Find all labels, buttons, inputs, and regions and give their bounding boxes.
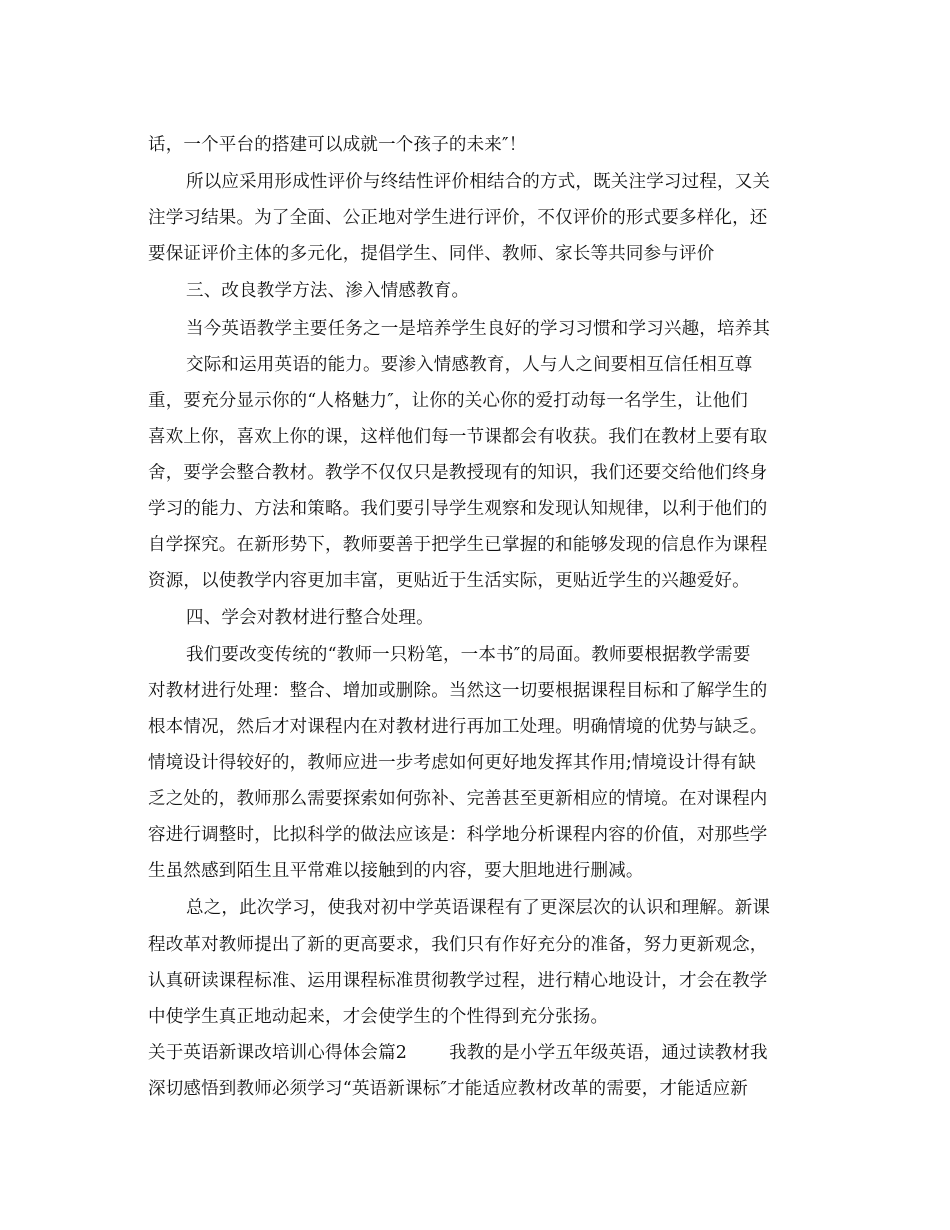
text-line: 舍，要学会整合教材。教学不仅仅只是教授现有的知识，我们还要交给他们终身 xyxy=(148,463,768,483)
text-line: 自学探究。在新形势下，教师要善于把学生已掌握的和能够发现的信息作为课程 xyxy=(148,535,768,555)
article-intro: 我教的是小学五年级英语，通过读教材我 xyxy=(449,1043,768,1063)
text-line: 中使学生真正地动起来，才会使学生的个性得到充分张扬。 xyxy=(148,1007,609,1027)
text-line: 所以应采用形成性评价与终结性评价相结合的方式，既关注学习过程，又关 xyxy=(186,172,771,192)
text-line: 对教材进行处理：整合、增加或删除。当然这一切要根据课程目标和了解学生的 xyxy=(148,681,768,701)
text-line: 容进行调整时，比拟科学的做法应该是：科学地分析课程内容的价值，对那些学 xyxy=(148,825,768,845)
text-line: 话，一个平台的搭建可以成就一个孩子的未来″！ xyxy=(148,135,527,155)
text-line: 交际和运用英语的能力。要渗入情感教育，人与人之间要相互信任相互尊 xyxy=(186,355,753,375)
text-line: 总之，此次学习，使我对初中学英语课程有了更深层次的认识和理解。新课 xyxy=(186,898,771,918)
text-line: 当今英语教学主要任务之一是培养学生良好的学习习惯和学习兴趣，培养其 xyxy=(186,319,771,339)
text-line: 重，要充分显示你的“人格魅力″，让你的关心你的爱打动每一名学生，让他们 xyxy=(148,391,748,411)
text-line: 我们要改变传统的“教师一只粉笔，一本书″的局面。教师要根据教学需要 xyxy=(186,645,751,665)
section-heading: 三、改良教学方法、渗入情感教育。 xyxy=(186,281,470,301)
text-line: 乏之处的，教师那么需要探索如何弥补、完善甚至更新相应的情境。在对课程内 xyxy=(148,789,768,809)
text-line: 根本情况，然后才对课程内在对教材进行再加工处理。明确情境的优势与缺乏。 xyxy=(148,717,768,737)
text-line: 注学习结果。为了全面、公正地对学生进行评价，不仅评价的形式要多样化，还 xyxy=(148,208,768,228)
article-title: 关于英语新课改培训心得体会篇2 xyxy=(148,1043,408,1063)
text-line: 要保证评价主体的多元化，提倡学生、同伴、教师、家长等共同参与评价 xyxy=(148,244,715,264)
text-line: 认真研读课程标准、运用课程标准贯彻教学过程，进行精心地设计，才会在教学 xyxy=(148,971,768,991)
text-line: 喜欢上你，喜欢上你的课，这样他们每一节课都会有收获。我们在教材上要有取 xyxy=(148,427,768,447)
text-line: 生虽然感到陌生且平常难以接触到的内容，要大胆地进行删减。 xyxy=(148,861,644,881)
text-line: 程改革对教师提出了新的更高要求，我们只有作好充分的准备，努力更新观念， xyxy=(148,935,768,955)
text-line: 学习的能力、方法和策略。我们要引导学生观察和发现认知规律，以利于他们的 xyxy=(148,499,768,519)
text-line: 资源，以使教学内容更加丰富，更贴近于生活实际，更贴近学生的兴趣爱好。 xyxy=(148,571,750,591)
section-heading: 四、学会对教材进行整合处理。 xyxy=(186,608,434,628)
text-line: 情境设计得较好的，教师应进一步考虑如何更好地发挥其作用;情境设计得有缺 xyxy=(148,753,756,773)
text-line: 深切感悟到教师必须学习“英语新课标″才能适应教材改革的需要，才能适应新 xyxy=(148,1079,748,1099)
heading-line xyxy=(148,1041,768,1065)
